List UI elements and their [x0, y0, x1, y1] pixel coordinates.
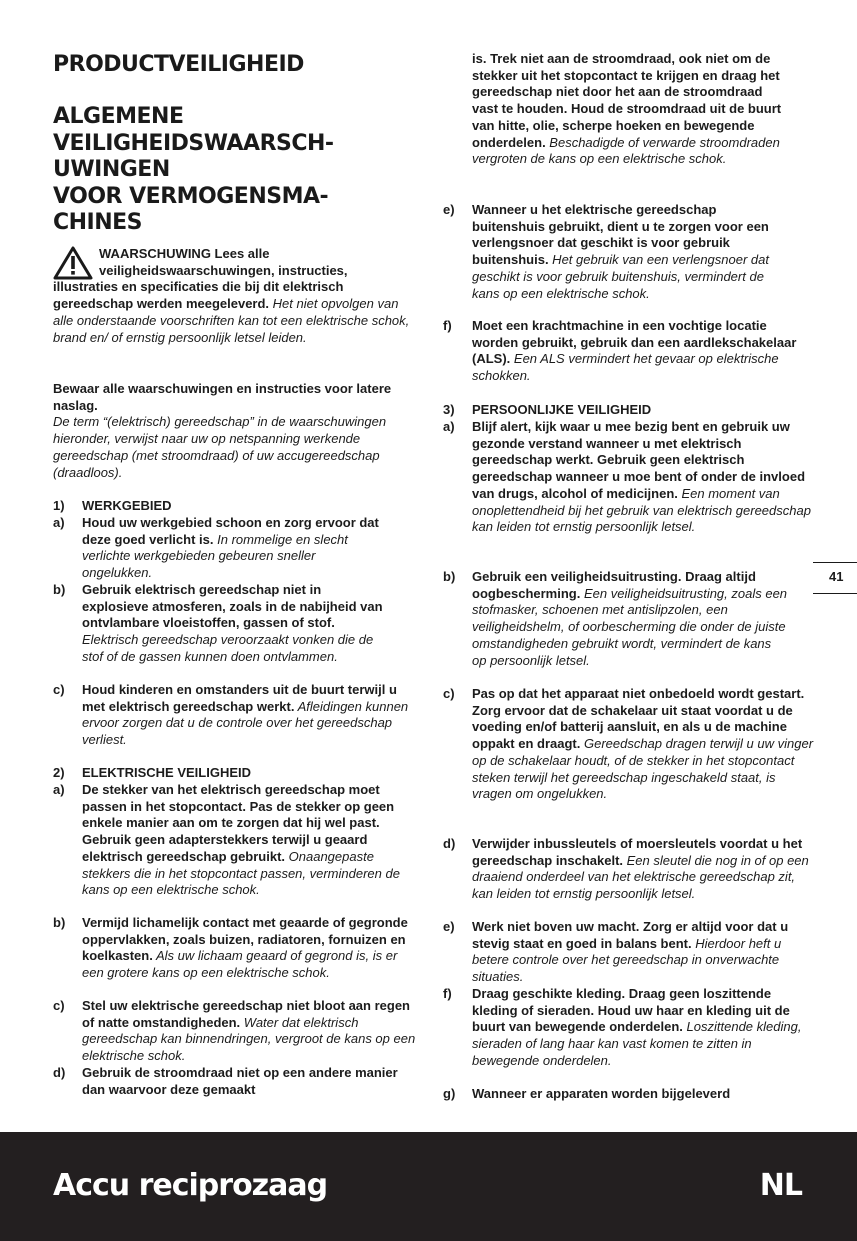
- heading-line: VEILIGHEIDSWAARSCH-: [53, 130, 334, 156]
- item-italic: Elektrisch gereedschap veroorzaakt vonken die de stof of de gassen kunnen doen ontvlammen.: [82, 632, 374, 664]
- item-italic: Onaangepaste stekkers die in het stopcontact passen, verminderen de kans op een elektrische schok.: [82, 848, 400, 898]
- page-number: 41: [829, 569, 844, 584]
- item-letter: a): [53, 515, 65, 530]
- page-title: PRODUCTVEILIGHEID: [53, 52, 304, 77]
- keep-notice-italic: De term “(elektrisch) gereedschap” in de waarschuwingen hieronder, verwijst naar uw op netspanning werkende gereedschap (met stroomdraad) of uw accugereedschap (draadloos).: [53, 414, 387, 480]
- item-letter: b): [443, 569, 456, 584]
- item-italic: Het gebruik van een verlengsnoer dat geschikt is voor gebruik buitenshuis, vermindert de kans op een elektrische schok.: [472, 252, 769, 301]
- heading-line: UWINGEN: [53, 157, 170, 182]
- list-item: [53, 1065, 418, 1098]
- heading-line: ALGEMENE: [53, 104, 184, 129]
- list-item: [443, 919, 815, 986]
- item-letter: e): [443, 919, 455, 934]
- section-title: WERKGEBIED: [82, 498, 172, 513]
- section-2-heading: [53, 765, 418, 782]
- item-italic: Als uw lichaam geaard of gegrond is, is er een grotere kans op een elektrische schok.: [82, 948, 398, 981]
- footer-product-title: Accu reciprozaag: [53, 1168, 328, 1203]
- item-bold: Werk niet boven uw macht. Zorg er altijd voor dat u stevig staat en goed in balans bent.: [472, 919, 789, 951]
- list-item: [443, 986, 815, 1070]
- section-heading: [53, 104, 423, 237]
- section-1-heading: [53, 498, 418, 515]
- list-item: [443, 836, 815, 903]
- list-item: [53, 782, 418, 899]
- list-item-continued: [443, 51, 788, 168]
- list-item: [53, 915, 418, 982]
- item-letter: e): [443, 202, 455, 217]
- item-letter: b): [53, 915, 66, 930]
- list-item: [443, 419, 815, 536]
- section-title: ELEKTRISCHE VEILIGHEID: [82, 765, 252, 780]
- item-bold: is. Trek niet aan de stroomdraad, ook niet om de stekker uit het stopcontact te krijgen en draag het gereedschap niet door het aan de stroomdraad vast te houden. Houd de stroomdraad uit de buurt van hitte, olie, scherpe hoeken en bewegende onderdelen.: [472, 51, 782, 150]
- item-bold: Blijf alert, kijk waar u mee bezig bent en gebruik uw gezonde verstand wanneer u met elektrisch gereedschap werkt. Gebruik geen elektrisch gereedschap wanneer u moe bent of onder de invloed van drugs, alcohol of medicijnen.: [472, 419, 806, 501]
- list-item: [443, 202, 788, 302]
- item-letter: a): [443, 419, 455, 434]
- item-italic: Loszittende kleding, sieraden of lang haar kan vast komen te zitten in bewegende onderdelen.: [472, 1019, 802, 1068]
- list-item: [443, 569, 788, 669]
- page-number-tab: [813, 562, 857, 594]
- item-bold: Gebruik de stroomdraad niet op een andere manier dan waarvoor deze gemaakt: [82, 1065, 398, 1097]
- heading-line: CHINES: [53, 210, 143, 235]
- item-bold: Houd kinderen en omstanders uit de buurt terwijl u met elektrisch gereedschap werkt.: [82, 682, 397, 714]
- section-number: 1): [53, 498, 65, 513]
- item-italic: Een moment van onoplettendheid bij het gebruik van elektrisch gereedschap kan leiden tot ernstig persoonlijk letsel.: [472, 485, 811, 535]
- list-item: [53, 515, 387, 582]
- item-letter: c): [53, 682, 65, 697]
- item-bold: Draag geschikte kleding. Draag geen loszittende kleding of sieraden. Houd uw haar en kleding uit de buurt van bewegende onderdelen.: [472, 986, 790, 1035]
- item-italic: Een ALS vermindert het gevaar op elektrische schokken.: [472, 351, 779, 384]
- item-bold: Wanneer er apparaten worden bijgeleverd: [472, 1086, 731, 1101]
- footer-bar: [0, 1132, 857, 1241]
- list-item: [53, 998, 418, 1065]
- item-letter: b): [53, 582, 66, 597]
- item-italic: In rommelige en slecht verlichte werkgebieden gebeuren sneller ongelukken.: [82, 531, 348, 581]
- item-letter: d): [53, 1065, 66, 1080]
- item-italic: Beschadigde of verwarde stroomdraden vergroten de kans op een elektrische schok.: [472, 134, 780, 167]
- item-italic: Een veiligheidsuitrusting, zoals een stofmasker, schoenen met antislipzolen, een veiligheidshelm, of oorbescherming die onder de juiste omstandigheden gebruikt wordt, vermindert de kans op persoonlijk letsel.: [472, 585, 788, 668]
- warning-bold-text: illustraties en specificaties die bij dit elektrisch gereedschap werden meegeleverd.: [53, 279, 344, 312]
- item-bold: Stel uw elektrische gereedschap niet bloot aan regen of natte omstandigheden.: [82, 998, 410, 1030]
- item-letter: f): [443, 318, 452, 333]
- item-letter: f): [443, 986, 452, 1001]
- list-item: [443, 1086, 815, 1103]
- item-letter: d): [443, 836, 456, 851]
- footer-language-code: NL: [759, 1168, 802, 1203]
- item-bold: Pas op dat het apparaat niet onbedoeld wordt gestart. Zorg ervoor dat de schakelaar uit staat voordat u de voeding en/of batterij aansluit, en als u de machine oppakt en draagt.: [472, 686, 805, 752]
- warning-line-2: veiligheidswaarschuwingen, instructies,: [99, 262, 348, 278]
- item-bold: De stekker van het elektrisch gereedschap moet passen in het stopcontact. Pas de stekker op geen enkele manier aan om te zorgen dat hij wel past. Gebruik geen adapterstekkers terwijl u geaard elektrisch gereedschap gebruikt.: [82, 782, 395, 864]
- item-italic: Gereedschap dragen terwijl u uw vinger op de schakelaar houdt, of de stekker in het stopcontact steken terwijl het gereedschap ingeschakeld staat, is vragen om ongelukken.: [472, 736, 814, 802]
- section-3-heading: [443, 402, 815, 419]
- item-bold: Moet een krachtmachine in een vochtige locatie worden gebruikt, gebruik dan een aardlekschakelaar (ALS).: [472, 318, 797, 367]
- section-title: PERSOONLIJKE VEILIGHEID: [472, 402, 652, 417]
- item-italic: Een sleutel die nog in of op een draaiend onderdeel van het elektrische gereedschap zit, kan leiden tot ernstig persoonlijk letsel.: [472, 852, 809, 902]
- item-bold: Wanneer u het elektrische gereedschap buitenshuis gebruikt, dient u te zorgen voor een verlengsnoer dat geschikt is voor gebruik buitenshuis.: [472, 202, 769, 268]
- warning-block: [53, 246, 418, 346]
- item-italic: Afleidingen kunnen ervoor zorgen dat u de controle over het gereedschap verliest.: [82, 698, 409, 748]
- item-bold: Verwijder inbussleutels of moersleutels voordat u het gereedschap inschakelt.: [472, 836, 803, 868]
- item-letter: c): [53, 998, 65, 1013]
- item-letter: c): [443, 686, 455, 701]
- item-letter: a): [53, 782, 65, 797]
- keep-notice: [53, 381, 418, 481]
- list-item: [53, 682, 418, 749]
- heading-line: VOOR VERMOGENSMA-: [53, 183, 329, 209]
- warning-text: Lees alle: [210, 246, 270, 261]
- item-italic: Hierdoor heft u betere controle over het gereedschap in onverwachte situaties.: [472, 935, 782, 985]
- section-number: 3): [443, 402, 455, 417]
- warning-italic-text: Het niet opvolgen van alle onderstaande voorschriften kan tot een elektrische schok, brand en/ of ernstig persoonlijk letsel leiden.: [53, 296, 410, 345]
- item-letter: g): [443, 1086, 456, 1101]
- item-italic: Water dat elektrisch gereedschap kan binnendringen, vergroot de kans op een elektrische schok.: [82, 1014, 416, 1064]
- keep-notice-bold: Bewaar alle waarschuwingen en instructies voor latere naslag.: [53, 381, 392, 413]
- warning-triangle-icon: [53, 246, 93, 280]
- list-item: [53, 582, 387, 666]
- warning-line-1: [53, 246, 418, 263]
- warning-label: WAARSCHUWING: [99, 246, 211, 261]
- item-bold: Gebruik een veiligheidsuitrusting. Draag altijd oogbescherming.: [472, 569, 756, 601]
- item-bold: Vermijd lichamelijk contact met geaarde of gegronde oppervlakken, zoals buizen, radiatoren, fornuizen en koelkasten.: [82, 915, 408, 964]
- list-item: [443, 318, 815, 385]
- list-item: [443, 686, 815, 803]
- section-number: 2): [53, 765, 65, 780]
- item-bold: Gebruik elektrisch gereedschap niet in explosieve atmosferen, zoals in de nabijheid van ontvlambare vloeistoffen, gassen of stof.: [82, 582, 383, 631]
- item-bold: Houd uw werkgebied schoon en zorg ervoor dat deze goed verlicht is.: [82, 515, 379, 547]
